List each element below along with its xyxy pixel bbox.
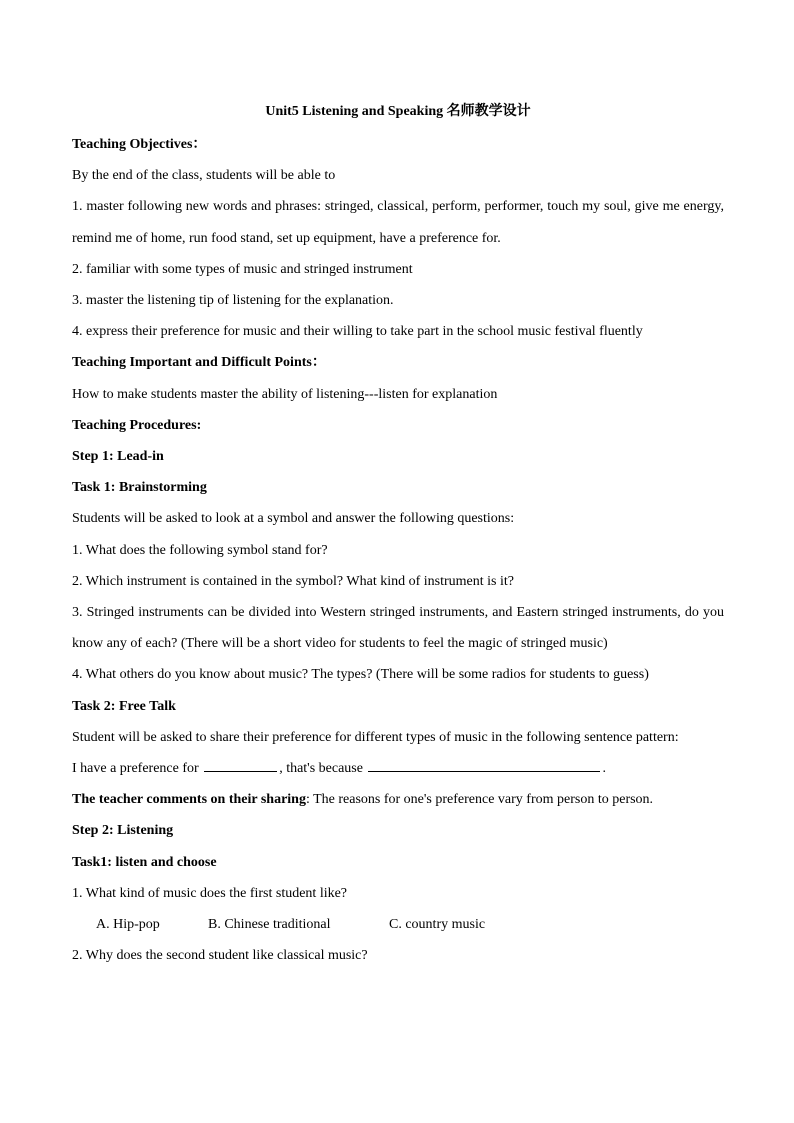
answer-options xyxy=(72,909,724,940)
task1-question: 4. What others do you know about music? The types? (There will be some radios for students to guess) xyxy=(72,667,649,683)
step2-question: 1. What kind of music does the first student like? xyxy=(72,885,348,901)
teacher-comment-label: The teacher comments on their sharing xyxy=(72,792,306,808)
objective-item: 4. express their preference for music and their willing to take part in the school music festival fluently xyxy=(72,324,643,340)
fill-in-blank xyxy=(368,759,600,772)
option-c: C. country music xyxy=(389,917,486,933)
step2-heading: Step 2: Listening xyxy=(72,823,174,839)
document-page xyxy=(72,98,724,971)
option-b: B. Chinese traditional xyxy=(208,917,331,933)
fill-in-blank xyxy=(204,759,277,772)
pattern-start: I have a preference for xyxy=(72,761,199,777)
option-a: A. Hip-pop xyxy=(96,917,160,933)
step2-task1-heading: Task1: listen and choose xyxy=(72,854,217,870)
task2-intro: Student will be asked to share their preference for different types of music in the following sentence pattern: xyxy=(72,729,679,745)
step2-question: 2. Why does the second student like classical music? xyxy=(72,948,368,964)
task2-heading: Task 2: Free Talk xyxy=(72,698,176,714)
task1-question: 2. Which instrument is contained in the symbol? What kind of instrument is it? xyxy=(72,573,514,589)
step1-heading: Step 1: Lead-in xyxy=(72,449,164,465)
objective-item: 1. master following new words and phrases: stringed, classical, perform, performer, touch my soul, give me energy, remind me of home, run food stand, set up equipment, have a preference for. xyxy=(72,199,724,246)
objectives-heading: Teaching Objectives： xyxy=(72,137,207,152)
sentence-pattern xyxy=(72,753,724,784)
objectives-intro: By the end of the class, students will be able to xyxy=(72,168,336,184)
key-points-text: How to make students master the ability of listening---listen for explanation xyxy=(72,386,498,402)
task1-question: 3. Stringed instruments can be divided into Western stringed instruments, and Eastern stringed instruments, do you know any of each? (There will be a short video for students to feel the magic of stringed music) xyxy=(72,605,724,652)
pattern-end: . xyxy=(602,761,606,777)
objective-item: 3. master the listening tip of listening for the explanation. xyxy=(72,293,394,309)
task1-heading: Task 1: Brainstorming xyxy=(72,480,207,496)
objective-item: 2. familiar with some types of music and stringed instrument xyxy=(72,261,413,277)
teacher-comment xyxy=(72,784,724,815)
teacher-comment-text: : The reasons for one's preference vary from person to person. xyxy=(305,792,654,808)
task1-question: 1. What does the following symbol stand for? xyxy=(72,542,328,558)
key-points-heading: Teaching Important and Difficult Points： xyxy=(72,355,326,371)
document-title: Unit5 Listening and Speaking 名师教学设计 xyxy=(265,104,531,119)
task1-intro: Students will be asked to look at a symbol and answer the following questions: xyxy=(72,511,515,527)
procedures-heading: Teaching Procedures: xyxy=(72,417,202,433)
pattern-mid: , that's because xyxy=(279,761,363,777)
